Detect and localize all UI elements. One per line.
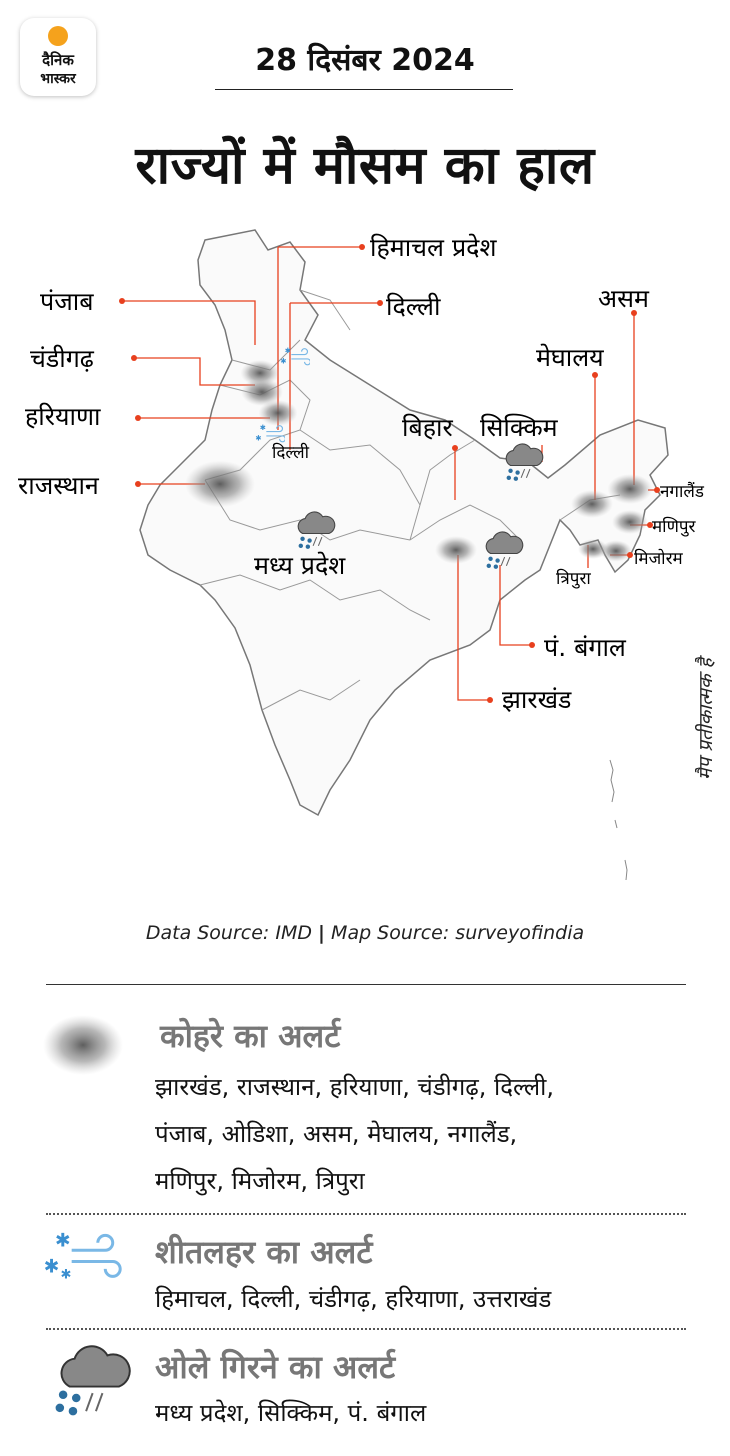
label-nagaland: नगालैंड: [660, 482, 705, 502]
label-jharkhand: झारखंड: [502, 685, 572, 714]
hail-alert-title: ओले गिरने का अलर्ट: [155, 1348, 396, 1386]
label-rajasthan: राजस्थान: [18, 471, 99, 500]
label-assam: असम: [598, 284, 649, 313]
fog-icon: [42, 1010, 124, 1080]
andaman-islands: [610, 760, 627, 880]
source-separator: |: [318, 922, 325, 944]
legend-separator: [46, 1328, 686, 1330]
fog-alert-states: [155, 1064, 554, 1205]
label-sikkim: सिक्किम: [480, 413, 558, 442]
label-chandigarh: चंडीगढ़: [30, 344, 94, 373]
label-mizoram: मिजोरम: [634, 549, 683, 569]
label-tripura: त्रिपुरा: [556, 569, 591, 589]
dainik-bhaskar-logo: [20, 18, 96, 96]
label-himachal: हिमाचल प्रदेश: [370, 233, 497, 262]
legend-divider: [46, 984, 686, 985]
date-underline: [215, 89, 513, 90]
fog-alert-title: कोहरे का अलर्ट: [160, 1017, 341, 1055]
india-weather-map: [0, 220, 730, 920]
cold-wave-alert-title: शीतलहर का अलर्ट: [155, 1233, 373, 1271]
label-delhi-small: दिल्ली: [272, 443, 310, 463]
cold-wave-icon: [40, 1226, 122, 1282]
label-bihar: बिहार: [402, 413, 453, 442]
page-title: राज्यों में मौसम का हाल: [135, 136, 595, 196]
map-note: मैप प्रतीकात्मक है: [695, 658, 717, 780]
label-punjab: पंजाब: [40, 287, 94, 316]
label-delhi-top: दिल्ली: [386, 292, 441, 321]
label-west-bengal: पं. बंगाल: [544, 633, 626, 662]
data-source: Data Source: IMD: [145, 922, 312, 944]
cold-wave-alert-states: हिमाचल, दिल्ली, चंडीगढ़, हरियाणा, उत्तराखंड: [155, 1285, 552, 1313]
label-meghalaya: मेघालय: [536, 343, 604, 372]
fog-states-line: पंजाब, ओडिशा, असम, मेघालय, नगालैंड,: [155, 1120, 518, 1148]
logo-text-line2: भास्कर: [40, 71, 76, 87]
map-source: Map Source: surveyofindia: [331, 922, 585, 944]
legend-separator: [46, 1213, 686, 1215]
label-manipur: मणिपुर: [652, 517, 696, 537]
fog-states-line: मणिपुर, मिजोरम, त्रिपुरा: [155, 1167, 365, 1195]
sun-icon: [48, 26, 68, 46]
fog-states-line: झारखंड, राजस्थान, हरियाणा, चंडीगढ़, दिल्ली,: [155, 1073, 554, 1101]
hail-alert-states: मध्य प्रदेश, सिक्किम, पं. बंगाल: [155, 1399, 427, 1427]
hail-icon: [50, 1340, 132, 1420]
label-madhya-pradesh: मध्य प्रदेश: [254, 551, 346, 580]
svg-text:✱: ✱: [54, 1230, 71, 1252]
source-line: [0, 922, 730, 944]
logo-text-line1: दैनिक: [42, 51, 74, 69]
date-heading: 28 दिसंबर 2024: [255, 43, 475, 78]
svg-text:✱: ✱: [60, 1267, 72, 1282]
label-haryana: हरियाणा: [25, 402, 101, 431]
svg-text:✱: ✱: [43, 1256, 60, 1278]
